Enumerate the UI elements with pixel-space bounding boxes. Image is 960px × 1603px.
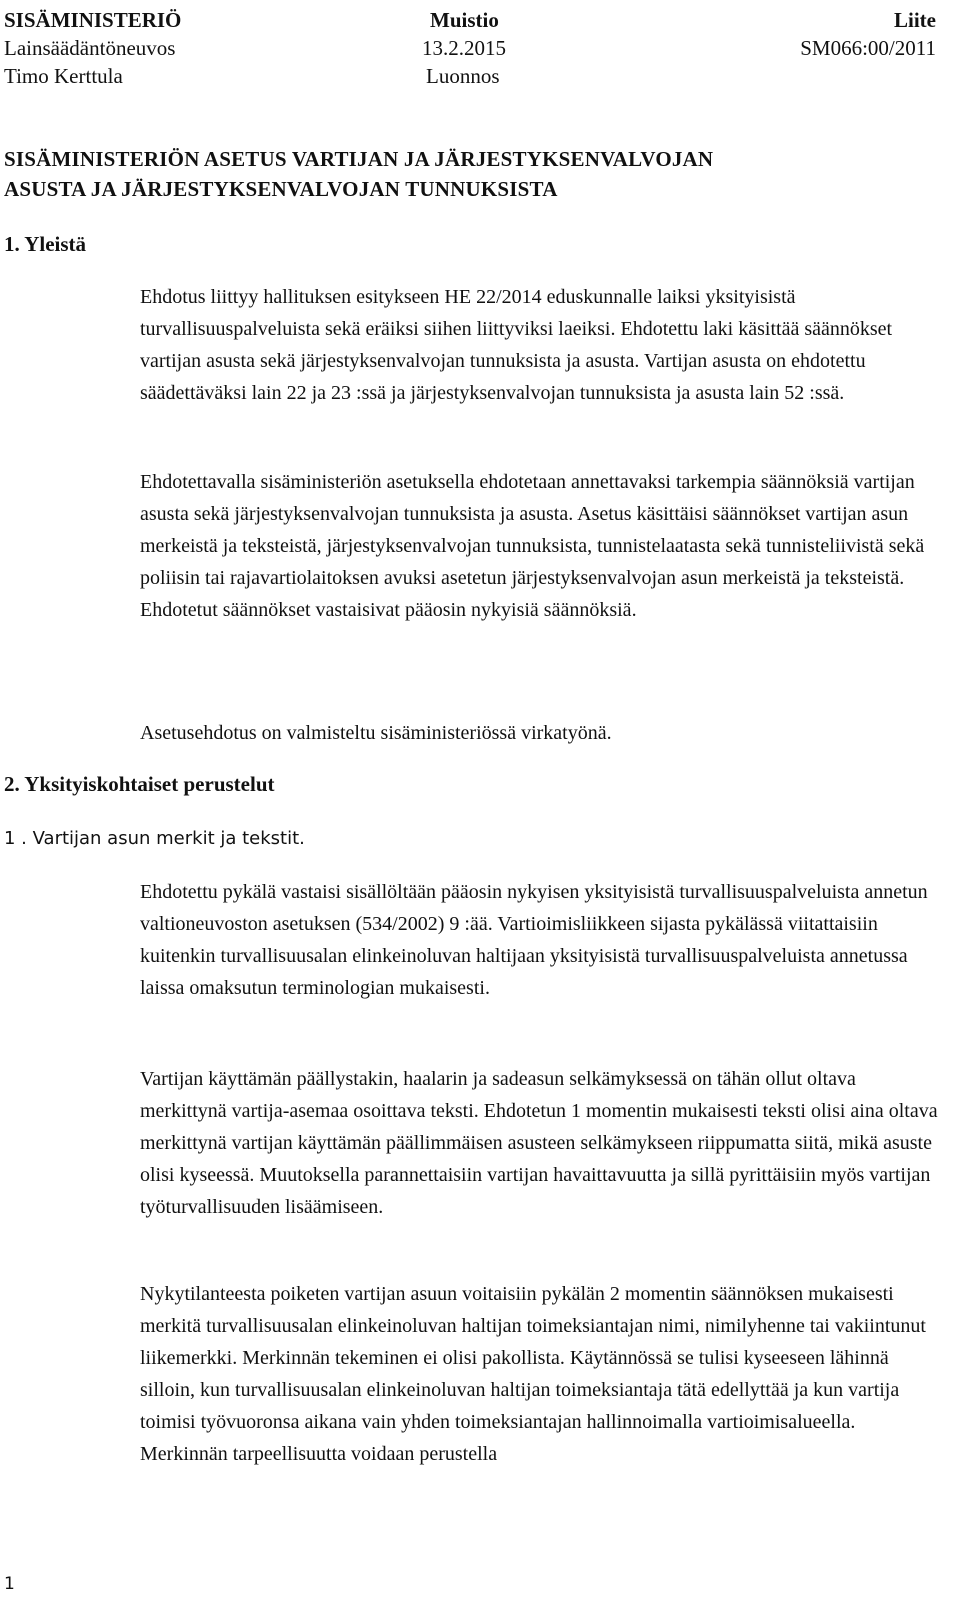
- section2-subheading: 1 . Vartijan asun merkit ja tekstit.: [4, 828, 305, 849]
- attachment-label: Liite: [894, 8, 936, 32]
- section2-paragraph3: Nykytilanteesta poiketen vartijan asuun voitaisiin pykälän 2 momentin säännöksen mukaisesti merkitä turvallisuusalan elinkeinoluvan haltijan toimeksiantajan nimi, nimilyhenne tai vakiintunut liikemerkki. Merkinnän tekeminen ei olisi pakollista. Käytännössä se tulisi kyseeseen lähinnä silloin, kun turvallisuusalan elinkeinoluvan haltijan toimeksiantaja tätä edellyttää ja kun vartija toimisi työvuoronsa aikana vain yhden toimeksiantajan hallinnoimalla vartioimisalueella. Merkinnän tarpeellisuutta voidaan perustella: [140, 1283, 926, 1465]
- document-title: [4, 144, 713, 204]
- document-title-line2: ASUSTA JA JÄRJESTYKSENVALVOJAN TUNNUKSISTA: [4, 177, 558, 201]
- org-name: SISÄMINISTERIÖ: [4, 8, 182, 32]
- section1-heading: 1. Yleistä: [4, 232, 87, 256]
- doc-type: Muistio: [430, 8, 499, 32]
- doc-status: Luonnos: [426, 64, 500, 88]
- doc-reference: SM066:00/2011: [800, 36, 936, 60]
- unit-name: Lainsäädäntöneuvos: [4, 36, 176, 60]
- section2-heading: 2. Yksityiskohtaiset perustelut: [4, 772, 275, 796]
- section1-paragraph2: Ehdotettavalla sisäministeriön asetuksella ehdotetaan annettavaksi tarkempia säännöksiä vartijan asusta sekä järjestyksenvalvojan tunnuksista ja asusta. Asetus käsittäisi säännökset vartijan asun merkeistä ja teksteistä, järjestyksenvalvojan tunnuksista, tunnistelaatasta sekä tunnisteliivistä sekä poliisin tai rajavartiolaitoksen avuksi asetetun järjestyksenvalvojan asun merkeistä ja teksteistä. Ehdotetut säännökset vastaisivat pääosin nykyisiä säännöksiä.: [140, 471, 925, 621]
- page-number: 1: [4, 1574, 15, 1594]
- document-title-line1: SISÄMINISTERIÖN ASETUS VARTIJAN JA JÄRJESTYKSENVALVOJAN: [4, 147, 714, 171]
- section2-paragraph1: Ehdotettu pykälä vastaisi sisällöltään pääosin nykyisen yksityisistä turvallisuuspalveluista annetun valtioneuvoston asetuksen (534/2002) 9 :ää. Vartioimisliikkeen sijasta pykälässä viitattaisiin kuitenkin turvallisuusalan elinkeinoluvan haltijaan yksityisistä turvallisuuspalveluista annetussa laissa omaksutun terminologian mukaisesti.: [140, 881, 928, 999]
- doc-date: 13.2.2015: [422, 36, 506, 60]
- section1-paragraph3: Asetusehdotus on valmisteltu sisäministeriössä virkatyönä.: [140, 722, 612, 744]
- author-name: Timo Kerttula: [4, 64, 123, 88]
- section1-paragraph1: Ehdotus liittyy hallituksen esitykseen HE 22/2014 eduskunnalle laiksi yksityisistä turvallisuuspalveluista sekä eräiksi siihen liittyviksi laeiksi. Ehdotettu laki käsittää säännökset vartijan asusta sekä järjestyksenvalvojan tunnuksista ja asusta. Vartijan asusta on ehdotettu säädettäväksi lain 22 ja 23 :ssä ja järjestyksenvalvojan tunnuksista ja asusta lain 52 :ssä.: [140, 286, 893, 404]
- section2-paragraph2: Vartijan käyttämän päällystakin, haalarin ja sadeasun selkämyksessä on tähän ollut oltava merkittynä vartija-asemaa osoittava teksti. Ehdotetun 1 momentin mukaisesti teksti olisi aina oltava merkittynä vartijan käyttämän päällimmäisen asusteen selkämykseen riippumatta siitä, mikä asuste olisi kyseessä. Muutoksella parannettaisiin vartijan havaittavuutta ja sillä pyrittäisiin myös vartijan työturvallisuuden lisäämiseen.: [140, 1068, 938, 1218]
